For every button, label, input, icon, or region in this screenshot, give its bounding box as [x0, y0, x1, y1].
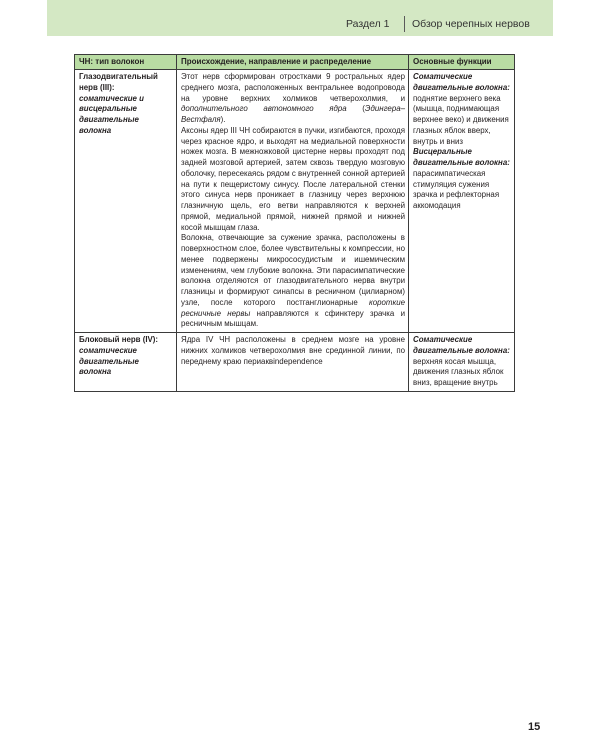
- cranial-nerves-table: [74, 54, 515, 392]
- column-header-functions: Основные функции: [409, 55, 515, 70]
- nerve-fiber-type: соматические двигательные волокна: [79, 345, 139, 377]
- nerve-description-cell: [177, 333, 409, 392]
- section-number: Раздел 1: [346, 18, 390, 30]
- column-header-description: Происхождение, направление и распределение: [177, 55, 409, 70]
- description-text: (: [346, 104, 365, 114]
- description-italic: Эдингера–Вестфаля: [181, 104, 405, 124]
- header-divider: [404, 16, 405, 32]
- description-text: ).: [220, 115, 226, 124]
- visceral-function-label: Висцеральные двигательные волокна:: [413, 147, 510, 167]
- somatic-function-text: верхняя косая мышца, движения глазных яблок вниз, вращение внутрь: [413, 356, 504, 387]
- description-text: Волокна, отвечающие за сужение зрачка, расположены в поверхностном слое, более чувствительны к компрессии, но менее подвержены микрососудистым и ишемическим изменениям, чем глубокие волокна. Эти парасимпатические волокна отделяются от глазодвигательного нерва внутри глазницы и формируют синапсы в ресничном (цилиарном) узле, после которого постганглионарные: [181, 233, 405, 307]
- nerve-type-cell: [75, 333, 177, 392]
- somatic-function-label: Соматические двигательные волокна:: [413, 335, 510, 355]
- page-number: 15: [528, 721, 541, 733]
- column-header-type: ЧН: тип волокон: [75, 55, 177, 70]
- description-text: направляются к сфинктеру зрачка и ресничным мышцам.: [181, 308, 405, 329]
- somatic-function-text: поднятие верхнего века (мышца, поднимающая верхнее веко) и движения глазных яблок вверх, внутрь и вниз: [413, 93, 509, 146]
- nerve-description-cell: [177, 70, 409, 333]
- description-text: Этот нерв сформирован отростками 9 ростральных ядер среднего мозга, расположенных вентральнее водопровода на уровне верхних холмиков четверохолмия, и: [181, 72, 405, 103]
- nerve-fiber-type: соматические и висцеральные двигательные волокна: [79, 93, 144, 135]
- visceral-function-text: парасимпатическая стимуляция сужения зрачка и рефлекторная аккомодация: [413, 168, 500, 210]
- nerve-functions-cell: [409, 70, 515, 333]
- description-italic: дополнительного автономного ядра: [181, 104, 347, 114]
- description-paragraph: [181, 72, 405, 126]
- nerve-type-cell: [75, 70, 177, 333]
- nerve-name: Блоковый нерв (IV):: [79, 335, 159, 344]
- description-italic: короткие ресничные нервы: [181, 297, 405, 318]
- table-row-oculomotor: [75, 70, 515, 333]
- nerve-functions-cell: [409, 333, 515, 392]
- section-title: Обзор черепных нервов: [412, 18, 530, 30]
- somatic-function-label: Соматические двигательные волокна:: [413, 72, 510, 92]
- description-paragraph: [181, 233, 405, 330]
- description-paragraph: Ядра IV ЧН расположены в среднем мозге на уровне нижних холмиков четверохолмия вне срединной линии, по переднему краю периаквindependence: [181, 335, 405, 366]
- table-row-trochlear: [75, 333, 515, 392]
- description-paragraph: Аксоны ядер III ЧН собираются в пучки, изгибаются, проходя через красное ядро, и выходят на медиальной поверхности ножек мозга. В межножковой цистерне нервы проходят под задней мозговой артерией, затем сквозь твердую мозговую оболочку, пересекаясь рядом с внутренней сонной артерией на пути к пещеристому синусу. После латеральной стенки этого синуса нерв проникает в глазницу через верхнюю глазничную щель, его ветви направляются к верхней прямой, медиальной прямой, нижней прямой и нижней косой мышцам глаза.: [181, 125, 405, 232]
- nerve-name: Глазодвигательный нерв (III):: [79, 72, 158, 92]
- table-header-row: [75, 55, 515, 70]
